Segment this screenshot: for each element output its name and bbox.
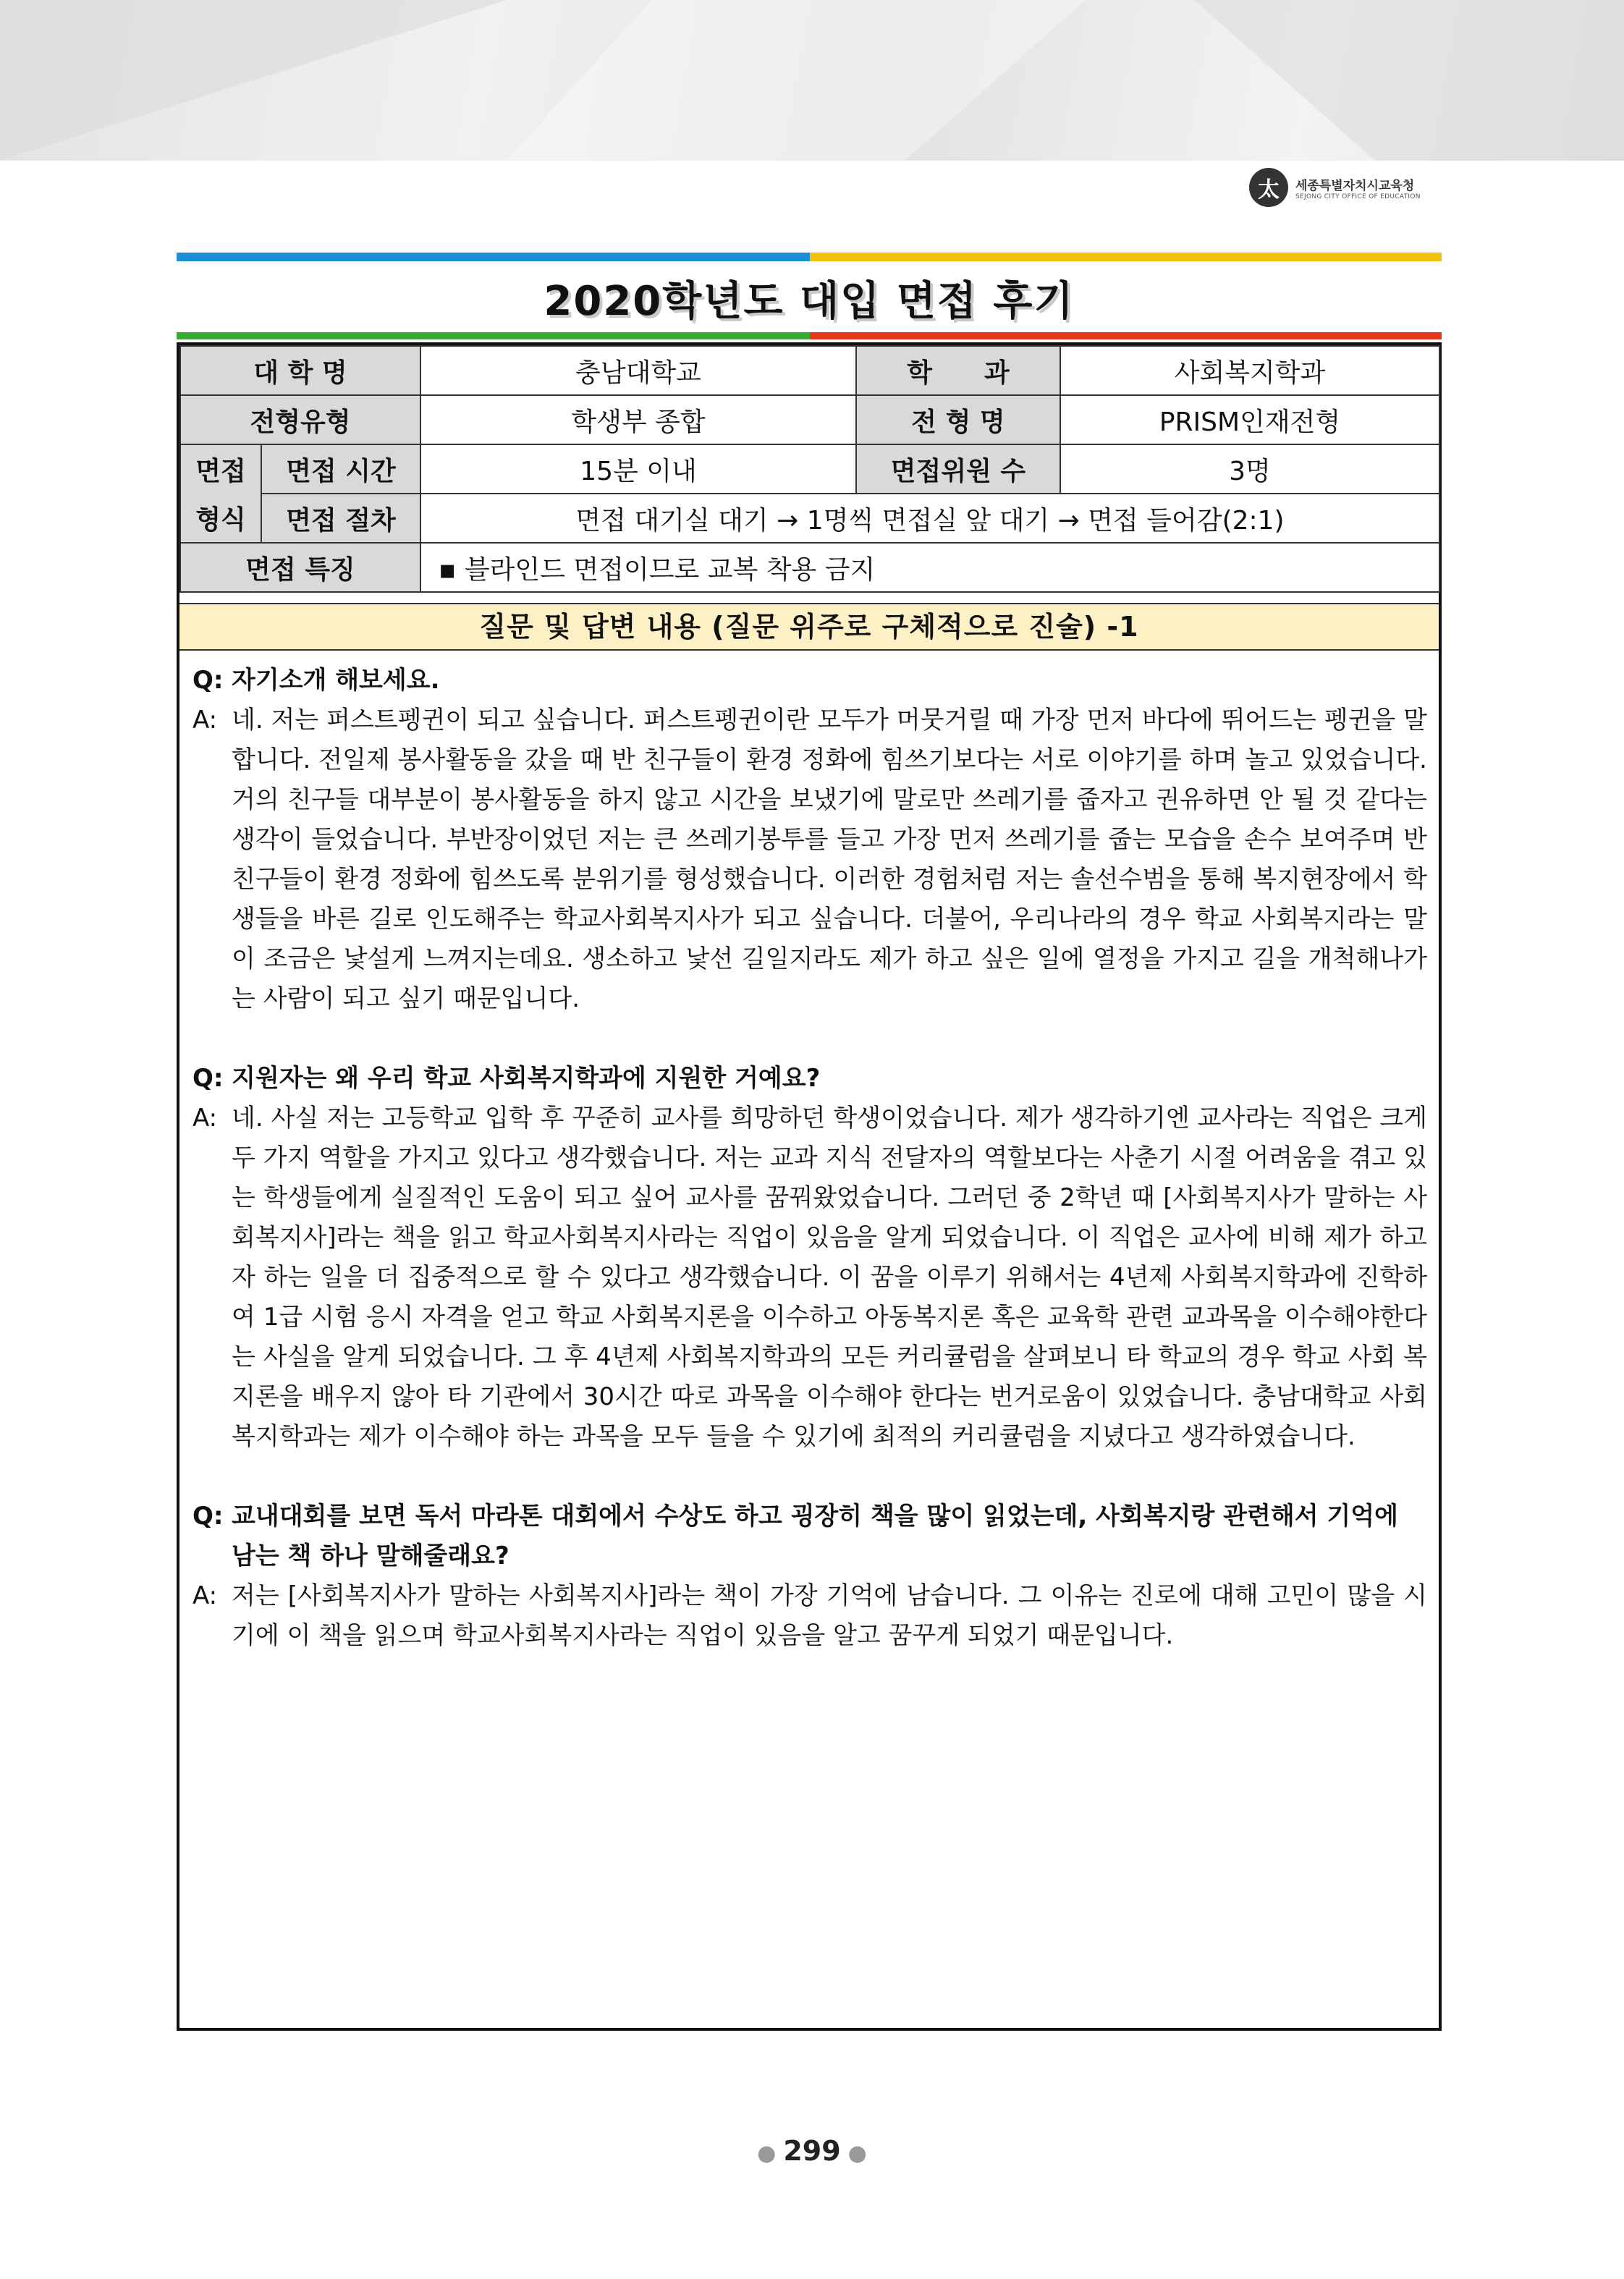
answer-marker: A: [193, 706, 218, 735]
admission-name-label: 전 형 명 [856, 395, 1060, 444]
admission-name-value: PRISM인재전형 [1060, 395, 1439, 444]
answer-marker: A: [193, 1581, 218, 1610]
interviewers-label: 면접위원 수 [856, 444, 1060, 494]
office-of-education-logo [1249, 168, 1421, 207]
format-label-top: 면접 [180, 444, 261, 494]
duration-label: 면접 시간 [261, 444, 420, 494]
page-number-text: 299 [783, 2135, 841, 2167]
table-row [180, 444, 1439, 494]
features-label: 면접 특징 [180, 543, 420, 592]
interview-review-form [177, 342, 1442, 2031]
question-marker: Q: [193, 666, 224, 695]
qa-item [193, 1497, 1427, 1656]
qa-item [193, 661, 1427, 1019]
title-rule-blue [177, 253, 810, 261]
info-table [179, 345, 1440, 593]
table-row [180, 543, 1439, 592]
question-marker: Q: [193, 1064, 224, 1093]
table-row [180, 346, 1439, 395]
bullet-dot-icon: ● [757, 2141, 777, 2166]
question-text: 교내대회를 보면 독서 마라톤 대회에서 수상도 하고 굉장히 책을 많이 읽었는데, 사회복지랑 관련해서 기억에 남는 책 하나 말해줄래요? [232, 1502, 1398, 1570]
answer-text: 저는 [사회복지사가 말하는 사회복지사]라는 책이 가장 기억에 남습니다. 그 이유는 진로에 대해 고민이 많을 시기에 이 책을 읽으며 학교사회복지사라는 직업이 있음을 알고 꿈꾸게 되었기 때문입니다. [232, 1581, 1427, 1650]
title-rule-yellow [810, 253, 1442, 261]
department-value: 사회복지학과 [1060, 346, 1439, 395]
emblem-icon: 太 [1249, 168, 1288, 207]
qa-list [193, 661, 1427, 1696]
admission-type-label: 전형유형 [180, 395, 420, 444]
header-banner [0, 0, 1624, 161]
features-value: ▪ 블라인드 면접이므로 교복 착용 금지 [420, 543, 1439, 592]
title-rule-red [810, 332, 1442, 339]
page-number [0, 2135, 1624, 2167]
logo-english-text: SEJONG CITY OFFICE OF EDUCATION [1295, 193, 1421, 200]
answer [193, 1576, 1427, 1656]
university-value: 충남대학교 [420, 346, 856, 395]
table-row [180, 494, 1439, 543]
bullet-dot-icon: ● [847, 2141, 867, 2166]
admission-type-value: 학생부 종합 [420, 395, 856, 444]
title-rule-green [177, 332, 810, 339]
question-marker: Q: [193, 1502, 224, 1531]
question [193, 661, 1427, 701]
answer-text: 네. 저는 퍼스트펭귄이 되고 싶습니다. 퍼스트펭귄이란 모두가 머뭇거릴 때 가장 먼저 바다에 뛰어드는 펭귄을 말합니다. 전일제 봉사활동을 갔을 때 반 친구들이 환경 정화에 힘쓰기보다는 서로 이야기를 하며 놀고 있었습니다. 거의 친구들 대부분이 봉사활동을 하지 않고 시간을 보냈기에 말로만 쓰레기를 줍자고 권유하면 안 될 것 같다는 생각이 들었습니다. 부반장이었던 저는 큰 쓰레기봉투를 들고 가장 먼저 쓰레기를 줍는 모습을 손수 보여주며 반 친구들이 환경 정화에 힘쓰도록 분위기를 형성했습니다. 이러한 경험처럼 저는 솔선수범을 통해 복지현장에서 학생들을 바른 길로 인도해주는 학교사회복지사가 되고 싶습니다. 더불어, 우리나라의 경우 학교 사회복지라는 말이 조금은 낯설게 느껴지는데요. 생소하고 낯선 길일지라도 제가 하고 싶은 일에 열정을 가지고 길을 개척해나가는 사람이 되고 싶기 때문입니다. [232, 706, 1427, 1013]
banner-decoration [0, 0, 1624, 161]
department-label: 학 과 [856, 346, 1060, 395]
logo-korean-text: 세종특별자치시교육청 [1295, 178, 1415, 193]
procedure-value: 면접 대기실 대기 → 1명씩 면접실 앞 대기 → 면접 들어감(2:1) [420, 494, 1439, 543]
qa-section-header: 질문 및 답변 내용 (질문 위주로 구체적으로 진술) -1 [179, 603, 1439, 651]
procedure-label: 면접 절차 [261, 494, 420, 543]
interviewers-value: 3명 [1060, 444, 1439, 494]
page-title: 2020학년도 대입 면접 후기 [544, 278, 1075, 325]
table-row [180, 395, 1439, 444]
answer [193, 1099, 1427, 1457]
qa-item [193, 1059, 1427, 1457]
duration-value: 15분 이내 [420, 444, 856, 494]
answer [193, 701, 1427, 1019]
question-text: 자기소개 해보세요. [232, 666, 440, 695]
question [193, 1497, 1427, 1576]
question-text: 지원자는 왜 우리 학교 사회복지학과에 지원한 거예요? [232, 1064, 821, 1093]
answer-text: 네. 사실 저는 고등학교 입학 후 꾸준히 교사를 희망하던 학생이었습니다. 제가 생각하기엔 교사라는 직업은 크게 두 가지 역할을 가지고 있다고 생각했습니다. 저는 교과 지식 전달자의 역할보다는 사춘기 시절 어려움을 겪고 있는 학생들에게 실질적인 도움이 되고 싶어 교사를 꿈꿔왔었습니다. 그러던 중 2학년 때 [사회복지사가 말하는 사회복지사]라는 책을 읽고 학교사회복지사라는 직업이 있음을 알게 되었습니다. 이 직업은 교사에 비해 제가 하고자 하는 일을 더 집중적으로 할 수 있다고 생각했습니다. 이 꿈을 이루기 위해서는 4년제 사회복지학과에 진학하여 1급 시험 응시 자격을 얻고 학교 사회복지론을 이수하고 아동복지론 혹은 교육학 관련 교과목을 이수해야한다는 사실을 알게 되었습니다. 그 후 4년제 사회복지학과의 모든 커리큘럼을 살펴보니 타 학교의 경우 학교 사회 복지론을 배우지 않아 타 기관에서 30시간 따로 과목을 이수해야 한다는 번거로움이 있었습니다. 충남대학교 사회복지학과는 제가 이수해야 하는 과목을 모두 들을 수 있기에 최적의 커리큘럼을 지녔다고 생각하였습니다. [232, 1104, 1427, 1451]
format-label-bottom: 형식 [180, 494, 261, 543]
answer-marker: A: [193, 1104, 218, 1133]
university-label: 대 학 명 [180, 346, 420, 395]
question [193, 1059, 1427, 1099]
